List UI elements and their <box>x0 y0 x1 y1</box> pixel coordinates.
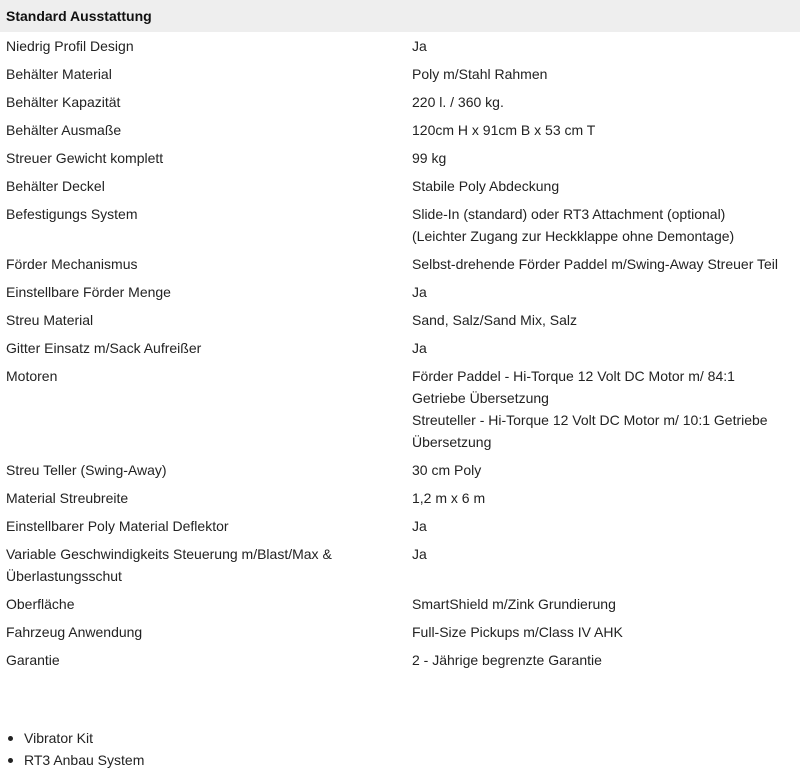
list-item <box>24 749 144 771</box>
table-row <box>0 32 800 60</box>
spec-value-line: Ja <box>412 284 427 300</box>
spec-value-line: Sand, Salz/Sand Mix, Salz <box>412 312 577 328</box>
spec-key <box>0 250 400 278</box>
spec-key-line: Material Streubreite <box>6 490 129 506</box>
accessory-list <box>0 727 144 771</box>
table-row <box>0 116 800 144</box>
spec-key <box>0 88 400 116</box>
spec-value-line: Poly m/Stahl Rahmen <box>412 66 548 82</box>
spec-key-line: Befestigungs System <box>6 206 138 222</box>
spec-key-line: Gitter Einsatz m/Sack Aufreißer <box>6 340 202 356</box>
spec-body <box>0 32 800 674</box>
table-row <box>0 60 800 88</box>
spec-value-line: Selbst-drehende Förder Paddel m/Swing-Away Streuer Teil <box>412 256 779 272</box>
list-item-label: Vibrator Kit <box>24 730 93 746</box>
spec-key <box>0 512 400 540</box>
table-row <box>0 512 800 540</box>
table-row <box>0 278 800 306</box>
spec-header-title: Standard Ausstattung <box>0 0 800 32</box>
spec-key <box>0 334 400 362</box>
spec-value <box>400 512 800 540</box>
table-row <box>0 618 800 646</box>
spec-key <box>0 172 400 200</box>
spec-key-line: Oberfläche <box>6 596 75 612</box>
spec-value <box>400 306 800 334</box>
spec-value-line: Stabile Poly Abdeckung <box>412 178 560 194</box>
table-row <box>0 172 800 200</box>
spec-key-line: Förder Mechanismus <box>6 256 138 272</box>
spec-key <box>0 32 400 60</box>
spec-key <box>0 456 400 484</box>
spec-header-row <box>0 0 800 32</box>
spec-value-line: Förder Paddel - Hi-Torque 12 Volt DC Motor m/ 84:1 <box>412 368 735 384</box>
spec-value <box>400 456 800 484</box>
spec-key <box>0 484 400 512</box>
spec-value-line: (Leichter Zugang zur Heckklappe ohne Demontage) <box>412 228 735 244</box>
spec-value-line: 220 l. / 360 kg. <box>412 94 504 110</box>
spec-value-line: Ja <box>412 340 427 356</box>
bullet-icon <box>8 758 13 763</box>
spec-key <box>0 116 400 144</box>
table-row <box>0 362 800 456</box>
spec-key-line: Niedrig Profil Design <box>6 38 134 54</box>
table-row <box>0 88 800 116</box>
spec-value <box>400 362 800 456</box>
spec-key <box>0 200 400 250</box>
spec-key-line: Fahrzeug Anwendung <box>6 624 143 640</box>
spec-key-line: Behälter Ausmaße <box>6 122 122 138</box>
spec-key <box>0 144 400 172</box>
spec-value <box>400 144 800 172</box>
spec-value <box>400 250 800 278</box>
spec-key-line: Behälter Deckel <box>6 178 105 194</box>
spec-key-line: Streuer Gewicht komplett <box>6 150 164 166</box>
table-row <box>0 334 800 362</box>
spec-key-line: Behälter Material <box>6 66 112 82</box>
table-row <box>0 590 800 618</box>
spec-key-line: Behälter Kapazität <box>6 94 121 110</box>
table-row <box>0 144 800 172</box>
list-item <box>24 727 144 749</box>
spec-value-line: Getriebe Übersetzung <box>412 390 549 406</box>
spec-value <box>400 590 800 618</box>
spec-value <box>400 540 800 590</box>
spec-value-line: 120cm H x 91cm B x 53 cm T <box>412 122 596 138</box>
spec-value <box>400 60 800 88</box>
spec-key-line: Motoren <box>6 368 58 384</box>
spec-key-line: Einstellbarer Poly Material Deflektor <box>6 518 229 534</box>
spec-key <box>0 590 400 618</box>
spec-value-line: Slide-In (standard) oder RT3 Attachment (optional) <box>412 206 726 222</box>
table-row <box>0 250 800 278</box>
spec-value <box>400 618 800 646</box>
spec-key-line: Garantie <box>6 652 60 668</box>
spec-key <box>0 646 400 674</box>
spec-key-line: Überlastungsschut <box>6 568 122 584</box>
spec-value <box>400 278 800 306</box>
spec-key <box>0 540 400 590</box>
spec-key-line: Variable Geschwindigkeits Steuerung m/Blast/Max & <box>6 546 332 562</box>
spec-value-line: 99 kg <box>412 150 447 166</box>
spec-key <box>0 60 400 88</box>
spec-value <box>400 88 800 116</box>
spec-value-line: Ja <box>412 546 427 562</box>
spec-value-line: Ja <box>412 38 427 54</box>
spec-key <box>0 618 400 646</box>
spec-value-line: 30 cm Poly <box>412 462 482 478</box>
table-row <box>0 540 800 590</box>
spec-key-line: Streu Material <box>6 312 94 328</box>
spec-value-line: SmartShield m/Zink Grundierung <box>412 596 616 612</box>
list-item-label: RT3 Anbau System <box>24 752 145 768</box>
spec-key <box>0 362 400 456</box>
table-row <box>0 484 800 512</box>
spec-value-line: Übersetzung <box>412 434 492 450</box>
spec-key-line: Streu Teller (Swing-Away) <box>6 462 167 478</box>
table-row <box>0 646 800 674</box>
spec-value <box>400 484 800 512</box>
spec-value <box>400 116 800 144</box>
spec-key <box>0 278 400 306</box>
spec-key-line: Einstellbare Förder Menge <box>6 284 171 300</box>
table-row <box>0 306 800 334</box>
spec-value <box>400 334 800 362</box>
table-row <box>0 200 800 250</box>
spec-value <box>400 32 800 60</box>
spec-value-line: 2 - Jährige begrenzte Garantie <box>412 652 602 668</box>
spec-value-line: Full-Size Pickups m/Class IV AHK <box>412 624 623 640</box>
spec-value-line: 1,2 m x 6 m <box>412 490 486 506</box>
spec-value-line: Streuteller - Hi-Torque 12 Volt DC Motor m/ 10:1 Getriebe <box>412 412 768 428</box>
spec-value <box>400 200 800 250</box>
spec-key <box>0 306 400 334</box>
spec-value-line: Ja <box>412 518 427 534</box>
spec-value <box>400 172 800 200</box>
bullet-icon <box>8 736 13 741</box>
spec-value <box>400 646 800 674</box>
table-row <box>0 456 800 484</box>
